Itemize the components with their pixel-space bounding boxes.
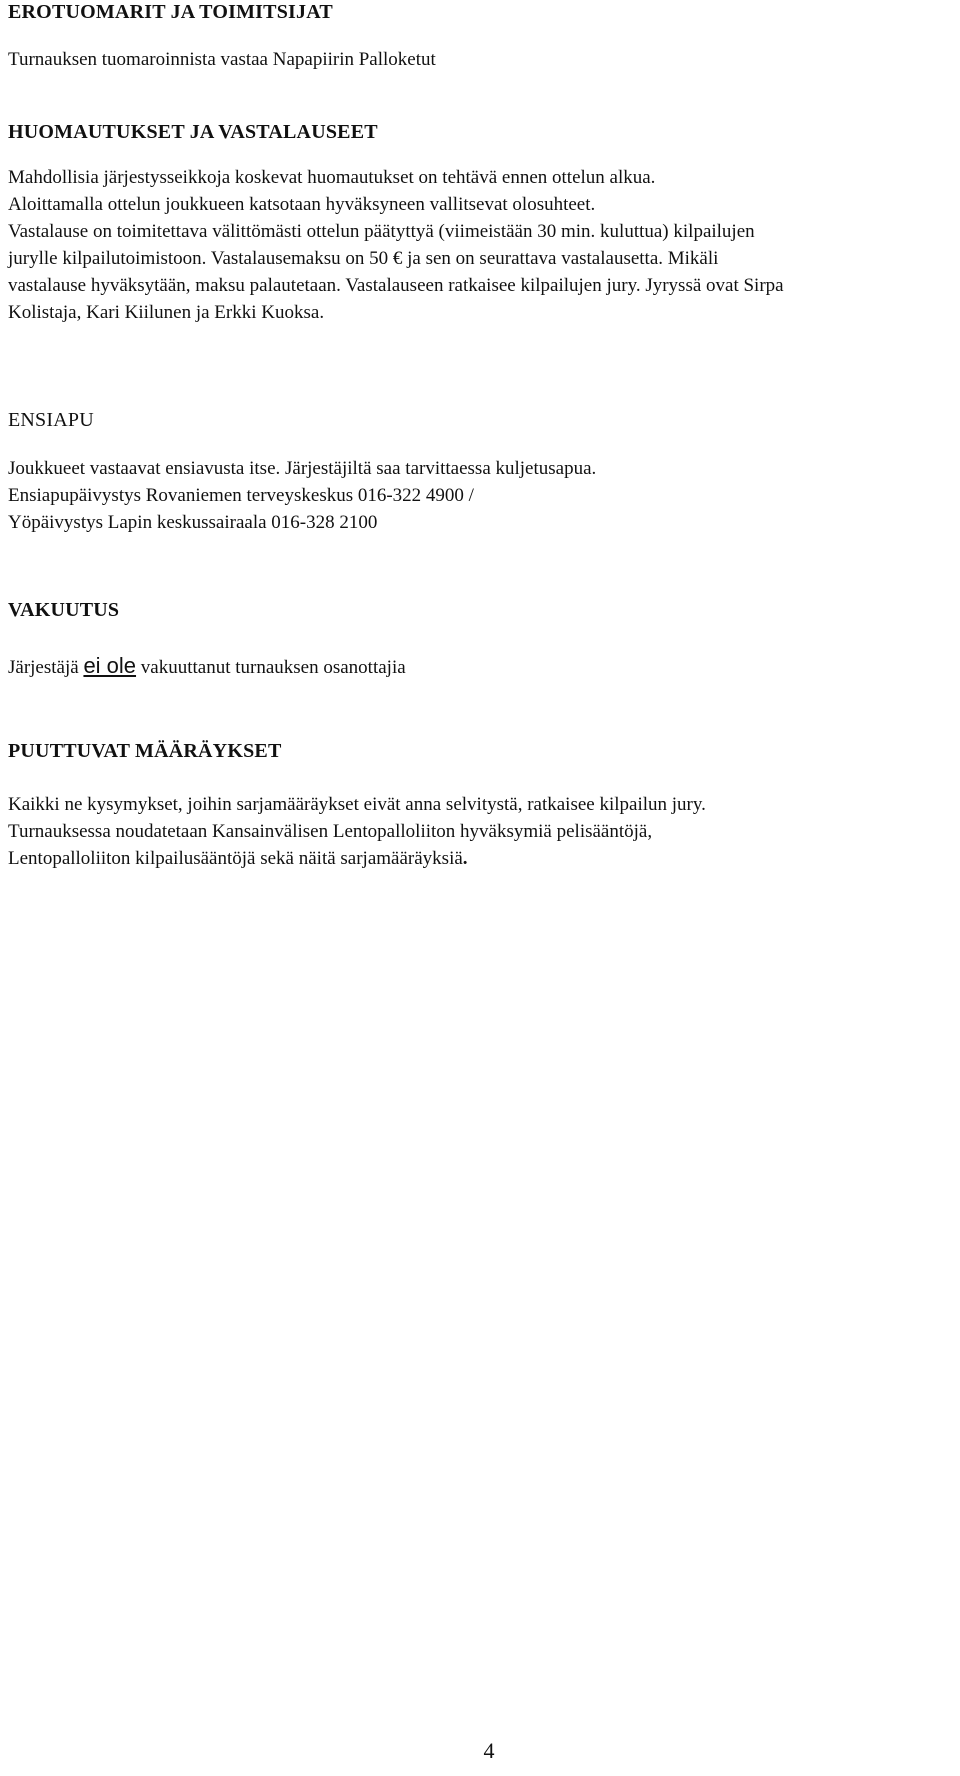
text-line: Turnauksessa noudatetaan Kansainvälisen Lentopalloliiton hyväksymiä pelisääntöjä, [8,821,653,842]
insurance-emphasis: ei ole [83,653,137,678]
text-line: vastalause hyväksytään, maksu palautetaan. Vastalauseen ratkaisee kilpailujen jury. Jyryssä ovat Sirpa [8,275,784,296]
section-heading-referees: EROTUOMARIT JA TOIMITSIJAT [8,1,333,23]
section-first-aid [8,408,938,536]
insurance-prefix: Järjestäjä [8,657,84,678]
text-line: Aloittamalla ottelun joukkueen katsotaan hyväksyneen vallitsevat olosuhteet. [8,194,596,215]
text-line: Kaikki ne kysymykset, joihin sarjamääräykset eivät anna selvitystä, ratkaisee kilpailun jury. [8,794,706,815]
last-line-text: Lentopalloliiton kilpailusääntöjä sekä näitä sarjamääräyksiä [8,848,463,869]
section-referees [8,0,938,73]
section-insurance [8,598,938,681]
text-line [8,845,938,872]
insurance-suffix: vakuuttanut turnauksen osanottajia [136,657,406,678]
text-line: Ensiapupäivystys Rovaniemen terveyskeskus 016-322 4900 / [8,485,474,506]
section-missing-rules [8,739,938,872]
last-line-period: . [462,848,468,869]
section-text-referees [8,46,938,73]
section-heading-first-aid: ENSIAPU [8,409,94,431]
text-line: Kolistaja, Kari Kiilunen ja Erkki Kuoksa. [8,302,325,323]
text-line: Vastalause on toimitettava välittömästi ottelun päätyttyä (viimeistään 30 min. kuluttua) kilpailujen [8,221,755,242]
section-heading-missing-rules: PUUTTUVAT MÄÄRÄYKSET [8,740,282,762]
text-line: Mahdollisia järjestysseikkoja koskevat huomautukset on tehtävä ennen ottelun alkua. [8,167,656,188]
text-line: Joukkueet vastaavat ensiavusta itse. Järjestäjiltä saa tarvittaessa kuljetusapua. [8,458,597,479]
section-text-insurance [8,652,938,681]
section-text-missing-rules [8,791,938,872]
text-line: Yöpäivystys Lapin keskussairaala 016-328 2100 [8,512,378,533]
page-number: 4 [483,1738,495,1763]
section-text-first-aid [8,455,938,536]
section-protests [8,120,938,326]
section-text-protests [8,164,938,326]
text-line [8,652,938,681]
text-line: jurylle kilpailutoimistoon. Vastalausemaksu on 50 € ja sen on seurattava vastalausetta. Mikäli [8,248,719,269]
section-heading-protests: HUOMAUTUKSET JA VASTALAUSEET [8,121,378,143]
text-line: Turnauksen tuomaroinnista vastaa Napapiirin Palloketut [8,49,436,70]
section-heading-insurance: VAKUUTUS [8,599,120,621]
